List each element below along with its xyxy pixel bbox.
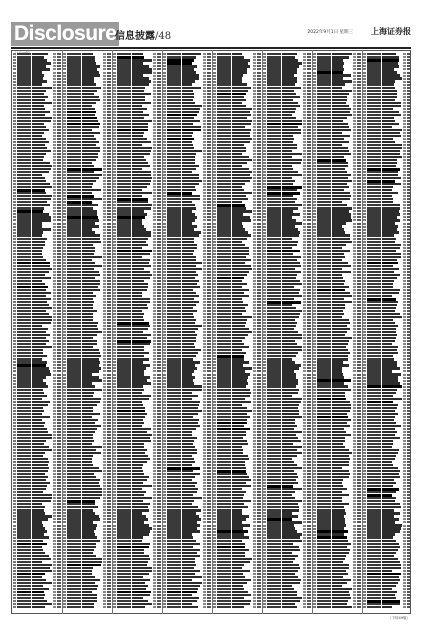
fund-code [167,606,181,608]
table-row [63,606,111,609]
section-name: 信息披露 [115,31,155,42]
row-number [63,606,66,608]
table-row [13,606,61,609]
fund-code [67,606,81,608]
fund-value-b [207,606,211,608]
row-number [113,606,116,608]
table-row [113,606,161,609]
table-column [213,53,261,611]
table-column [163,53,211,611]
row-number [163,606,166,608]
row-number [13,606,16,608]
fund-value-b [157,606,161,608]
table-column [63,53,111,611]
disclosure-logo: Disclosure [11,22,119,46]
fund-value-a [203,606,206,608]
fund-value-a [153,606,156,608]
fund-code [117,606,131,608]
fund-name [182,606,198,608]
masthead-rule [11,47,411,49]
table-column [113,53,161,611]
fund-value-b [57,606,61,608]
newspaper-brand: 上海证券报 [371,26,411,36]
table-row [163,606,211,609]
page-number: /48 [155,31,172,42]
section-title [115,27,171,42]
table-column [13,53,61,611]
column-divider [112,50,113,614]
fund-name [82,606,94,608]
fund-code [17,606,31,608]
column-divider [162,50,163,614]
fund-value-a [103,606,106,608]
fund-name [132,606,145,608]
column-divider [62,50,63,614]
dateline: 2022年9月1日 星期三 [307,30,353,35]
fund-value-a [53,606,56,608]
fund-name [32,606,45,608]
fund-value-b [107,606,111,608]
